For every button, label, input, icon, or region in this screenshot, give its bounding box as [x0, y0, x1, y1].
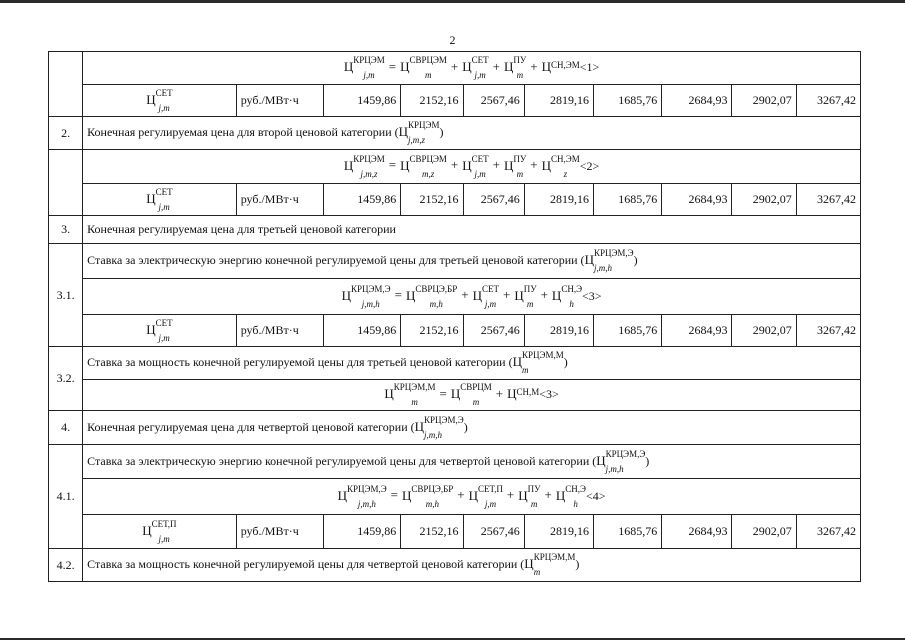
row-number: 4.2.: [49, 549, 83, 582]
formula-term: Ц СВРЦМ m: [450, 382, 492, 407]
unit-cell: руб./МВт·ч: [236, 184, 323, 216]
formula-term: Ц СН,Э h: [551, 283, 583, 309]
plus-sign: +: [492, 58, 500, 74]
plus-sign: +: [457, 487, 465, 503]
value-cell: 1685,76: [593, 515, 661, 549]
value-cell: 2684,93: [662, 515, 732, 549]
section-heading: [83, 117, 861, 150]
formula-lhs: Ц КРЦЭМ j,m: [343, 55, 385, 80]
unit-cell: руб./МВт·ч: [236, 515, 323, 549]
formula-2: [83, 150, 861, 184]
tariff-table: [48, 51, 861, 582]
value-cell: 1685,76: [593, 85, 661, 117]
formula-lhs: Ц КРЦЭМ,М m: [384, 382, 436, 407]
formula-1: [83, 52, 861, 85]
table-row: [49, 216, 861, 244]
plus-sign: +: [530, 58, 538, 74]
formula-term: Ц ПУ m: [518, 483, 541, 509]
value-cell: 2684,93: [662, 85, 732, 117]
formula-4-1: [83, 479, 861, 515]
row-number: 4.: [49, 411, 83, 445]
formula-reference: <3>: [582, 288, 602, 303]
symbol-cell: [83, 315, 237, 347]
value-cell: 1459,86: [324, 315, 401, 347]
table-row: [49, 549, 861, 582]
value-cell: 2567,46: [463, 85, 524, 117]
closing-paren: ): [439, 124, 444, 139]
value-cell: 2902,07: [732, 184, 796, 216]
table-row: [49, 515, 861, 549]
table-row: [49, 150, 861, 184]
heading-text: Конечная регулируемая цена для второй ценовой категории (: [87, 124, 399, 139]
value-cell: 2684,93: [662, 184, 732, 216]
symbol-cell: [83, 85, 237, 117]
formula-term: Ц СВРЦЭ,БР m,h: [402, 483, 454, 509]
price-symbol: Ц СЕТ,П j,m: [142, 518, 177, 544]
formula-term: Ц СВРЦЭМ m,z: [400, 153, 447, 179]
heading-symbol: Ц КРЦЭМ,Э j,m,h: [596, 448, 646, 474]
formula-term: Ц СН,ЭМ: [541, 58, 580, 74]
section-heading: [83, 347, 861, 380]
row-number-cell: [49, 150, 83, 216]
formula-term: Ц СЕТ j,m: [462, 55, 489, 80]
heading-symbol: Ц КРЦЭМ,Э j,m,h: [414, 414, 464, 440]
heading-text: Ставка за мощность конечной регулируемой цены для третьей ценовой категории (: [87, 354, 513, 369]
value-cell: 2152,16: [401, 184, 463, 216]
plus-sign: +: [530, 157, 538, 173]
heading-text: Ставка за мощность конечной регулируемой цены для четвертой ценовой категории (: [87, 556, 525, 571]
closing-paren: ): [575, 556, 580, 571]
formula-lhs: Ц КРЦЭМ,Э j,m,h: [341, 283, 391, 309]
formula-reference: <1>: [579, 59, 600, 74]
value-cell: 1685,76: [593, 315, 661, 347]
plus-sign: +: [450, 58, 459, 74]
closing-paren: ): [645, 453, 650, 468]
row-number: 2.: [49, 117, 83, 150]
plus-sign: +: [461, 287, 469, 303]
heading-symbol: Ц КРЦЭМ,Э j,m,h: [584, 248, 634, 273]
plus-sign: +: [492, 157, 500, 173]
plus-sign: +: [450, 157, 459, 173]
table-row: [49, 184, 861, 216]
heading-symbol: Ц КРЦЭМ,М m: [524, 552, 576, 577]
plus-sign: +: [544, 487, 552, 503]
value-cell: 2567,46: [463, 515, 524, 549]
value-cell: 1459,86: [324, 515, 401, 549]
formula-3-2: [83, 380, 861, 411]
formula-term: Ц СН,М: [507, 385, 540, 401]
row-number: 3.: [49, 216, 83, 244]
formula-reference: <4>: [585, 488, 606, 503]
formula-3-1: [83, 279, 861, 315]
heading-text: Ставка за электрическую энергию конечной регулируемой цены для четвертой ценовой категории (: [87, 453, 597, 468]
heading-text: Конечная регулируемая цена для четвертой ценовой категории (: [87, 419, 415, 434]
row-number: 4.1.: [49, 445, 83, 549]
table-row: [49, 315, 861, 347]
table-row: [49, 380, 861, 411]
section-heading: [83, 411, 861, 445]
formula-term: Ц СЕТ,П j,m: [468, 483, 503, 509]
price-symbol: Ц СЕТ j,m: [146, 317, 173, 343]
table-row: [49, 279, 861, 315]
table-row: [49, 52, 861, 85]
unit-cell: руб./МВт·ч: [236, 315, 323, 347]
plus-sign: +: [540, 287, 548, 303]
formula-reference: <3>: [539, 386, 559, 401]
symbol-cell: [83, 184, 237, 216]
formula-lhs: Ц КРЦЭМ,Э j,m,h: [337, 483, 387, 509]
value-cell: 3267,42: [796, 85, 860, 117]
symbol-cell: [83, 515, 237, 549]
table-row: [49, 479, 861, 515]
row-number: 3.1.: [49, 244, 83, 347]
value-cell: 3267,42: [796, 315, 860, 347]
equals-sign: =: [390, 487, 399, 503]
equals-sign: =: [388, 58, 397, 74]
section-heading: [83, 445, 861, 479]
value-cell: 2567,46: [463, 184, 524, 216]
value-cell: 3267,42: [796, 184, 860, 216]
section-heading: Конечная регулируемая цена для третьей ценовой категории: [83, 216, 861, 244]
formula-term: Ц ПУ m: [504, 55, 527, 80]
page-number: 2: [449, 33, 456, 47]
value-cell: 2152,16: [401, 315, 463, 347]
value-cell: 1459,86: [324, 184, 401, 216]
formula-term: Ц ПУ m: [504, 153, 527, 179]
formula-reference: <2>: [579, 158, 600, 173]
equals-sign: =: [439, 385, 447, 401]
formula-term: Ц СН,ЭМ z: [541, 153, 580, 179]
equals-sign: =: [394, 287, 402, 303]
formula-term: Ц СЕТ j,m: [462, 153, 489, 179]
plus-sign: +: [502, 287, 511, 303]
formula-term: Ц СЕТ j,m: [472, 283, 499, 309]
value-cell: 2902,07: [732, 85, 796, 117]
closing-paren: ): [563, 354, 568, 369]
row-number-cell: [49, 52, 83, 117]
heading-symbol: Ц КРЦЭМ j,m,z: [398, 120, 440, 145]
value-cell: 3267,42: [796, 515, 860, 549]
value-cell: 2819,16: [524, 315, 593, 347]
heading-text: Ставка за электрическую энергию конечной регулируемой цены для третьей ценовой категории (: [87, 252, 585, 267]
unit-cell: руб./МВт·ч: [236, 85, 323, 117]
section-heading: [83, 244, 861, 279]
price-symbol: Ц СЕТ j,m: [146, 186, 173, 212]
table-row: [49, 347, 861, 380]
table-row: [49, 85, 861, 117]
value-cell: 2152,16: [401, 85, 463, 117]
value-cell: 2819,16: [524, 85, 593, 117]
page-top-edge: [0, 0, 905, 3]
value-cell: 2152,16: [401, 515, 463, 549]
table-row: [49, 117, 861, 150]
formula-term: Ц СВРЦЭ,БР m,h: [405, 283, 458, 309]
value-cell: 1459,86: [324, 85, 401, 117]
row-number: 3.2.: [49, 347, 83, 411]
value-cell: 2902,07: [732, 315, 796, 347]
formula-term: Ц СН,Э h: [555, 483, 586, 509]
value-cell: 2819,16: [524, 184, 593, 216]
section-heading: [83, 549, 861, 582]
table-row: [49, 445, 861, 479]
formula-term: Ц СВРЦЭМ m: [400, 55, 447, 80]
heading-symbol: Ц КРЦЭМ,М m: [512, 350, 564, 375]
value-cell: 1685,76: [593, 184, 661, 216]
table-row: [49, 411, 861, 445]
value-cell: 2684,93: [662, 315, 732, 347]
closing-paren: ): [633, 252, 638, 267]
plus-sign: +: [506, 487, 515, 503]
value-cell: 2567,46: [463, 315, 524, 347]
value-cell: 2902,07: [732, 515, 796, 549]
formula-term: Ц ПУ m: [514, 283, 537, 309]
value-cell: 2819,16: [524, 515, 593, 549]
equals-sign: =: [388, 157, 397, 173]
formula-lhs: Ц КРЦЭМ j,m,z: [343, 153, 385, 179]
price-symbol: Ц СЕТ j,m: [146, 87, 173, 113]
closing-paren: ): [463, 419, 468, 434]
table-row: [49, 244, 861, 279]
plus-sign: +: [495, 385, 504, 401]
